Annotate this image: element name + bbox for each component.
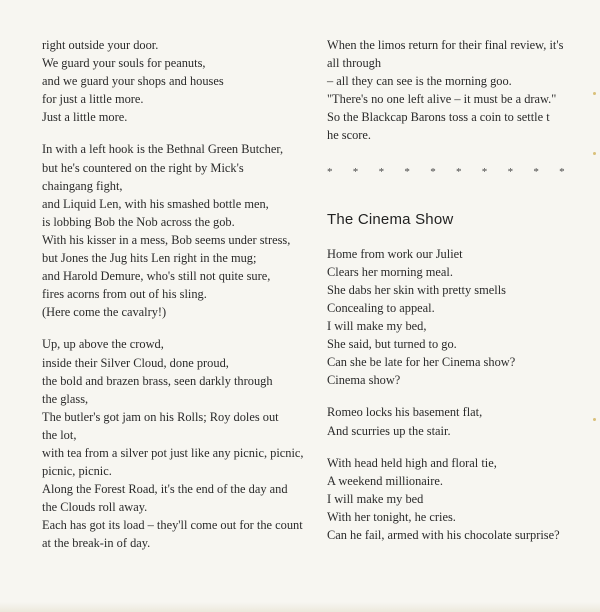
lyric-line: Up, up above the crowd, [42,337,164,352]
lyric-line: and Harold Demure, who's still not quite sure, [42,269,271,284]
lyric-line: Along the Forest Road, it's the end of the day and [42,482,288,497]
lyric-line: all through [327,56,382,71]
lyric-line: With her tonight, he cries. [327,509,456,524]
lyric-line: Just a little more. [42,110,128,125]
lyric-line: for just a little more. [42,92,144,107]
left-stanza-2 [42,140,312,321]
lyric-line: I will make my bed, [327,319,427,334]
right-stanza-2 [327,245,587,390]
left-lyrics-column [42,36,312,553]
separator-asterisk: * [404,165,410,178]
separator-asterisk: * [455,165,462,178]
lyric-line: Can she be late for her Cinema show? [327,355,516,370]
lyric-line: at the break-in of day. [42,536,151,551]
lyric-line: – all they can see is the morning goo. [327,74,512,89]
separator-asterisk: * [378,165,385,178]
right-stanza-1 [327,36,587,145]
stanza-gap [327,389,587,403]
separator-asterisk: * [430,165,436,178]
lyric-line: Home from work our Juliet [327,246,463,261]
lyric-line: is lobbing Bob the Nob across the gob. [42,214,235,229]
lyric-line: When the limos return for their final review, it's [327,38,564,52]
lyric-line: but he's countered on the right by Mick's [42,160,244,175]
lyric-line: fires acorns from out of his sling. [42,287,207,302]
lyric-line: with tea from a silver pot just like any picnic, picnic, [42,445,304,460]
lyric-line: In with a left hook is the Bethnal Green Butcher, [42,142,284,157]
page-edge-mark [593,92,596,95]
lyric-line: right outside your door. [42,38,159,52]
separator-asterisk: * [327,165,333,178]
separator-asterisk: * [507,165,514,178]
lyric-line: The butler's got jam on his Rolls; Roy doles out [42,409,279,424]
lyric-line: and Liquid Len, with his smashed bottle men, [42,196,269,211]
page-bottom-edge [0,602,600,612]
separator-asterisk: * [352,165,359,178]
separator-asterisk: * [533,165,539,178]
separator-asterisk: * [559,165,565,178]
lyric-line: She said, but turned to go. [327,337,457,352]
stanza-gap [42,321,312,335]
lyric-line: "There's no one left alive – it must be a draw." [327,92,557,107]
left-stanza-1 [42,36,312,126]
lyric-line: Concealing to appeal. [327,300,435,315]
lyric-line: We guard your souls for peanuts, [42,56,206,71]
lyric-line: So the Blackcap Barons toss a coin to settle t [327,110,550,125]
lyric-line: and we guard your shops and houses [42,74,224,89]
left-stanza-3 [42,335,312,552]
lyric-line: With head held high and floral tie, [327,455,497,470]
stanza-gap [327,440,587,454]
right-stanza-4 [327,454,587,544]
right-stanza-3 [327,403,587,439]
lyric-line: the bold and brazen brass, seen darkly through [42,373,273,388]
lyric-line: he score. [327,128,372,143]
lyric-line: I will make my bed [327,491,424,506]
lyric-line: Each has got its load – they'll come out for the count [42,518,303,533]
lyric-line: picnic, picnic. [42,464,112,479]
lyric-line: inside their Silver Cloud, done proud, [42,355,229,370]
stanza-gap [42,126,312,140]
separator-asterisk: * [481,165,488,178]
page-edge-mark [593,418,596,421]
right-lyrics-column [327,36,587,544]
lyric-line: the glass, [42,391,89,406]
lyric-line: A weekend millionaire. [327,473,443,488]
lyric-line: And scurries up the stair. [327,423,451,438]
song-title: The Cinema Show [327,210,454,228]
lyric-line: Cinema show? [327,373,401,388]
lyric-line: Romeo locks his basement flat, [327,405,483,420]
lyric-line: Clears her morning meal. [327,264,453,279]
lyric-line: the lot, [42,427,77,442]
lyric-line: chaingang fight, [42,178,123,193]
lyric-line: but Jones the Jug hits Len right in the mug; [42,251,257,266]
lyric-line: With his kisser in a mess, Bob seems under stress, [42,232,291,247]
page-edge-mark [593,152,596,155]
lyric-line: (Here come the cavalry!) [42,305,167,320]
lyric-line: Can he fail, armed with his chocolate surprise? [327,527,560,542]
lyric-line: She dabs her skin with pretty smells [327,282,506,297]
lyric-line: the Clouds roll away. [42,500,148,515]
section-separator [327,163,587,181]
